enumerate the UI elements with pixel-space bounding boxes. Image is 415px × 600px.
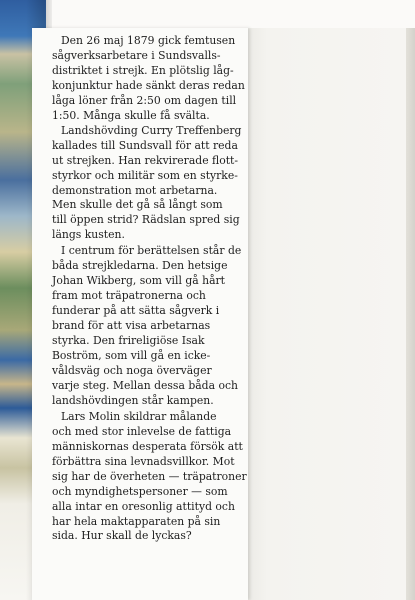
blurb-line: fram mot träpatronerna och (52, 289, 206, 303)
blurb-line: funderar på att sätta sågverk i (52, 304, 220, 318)
blurb-line: sågverksarbetare i Sundsvalls- (52, 48, 221, 62)
blurb-line: demonstration mot arbetarna. (52, 183, 218, 197)
blurb-line: har hela maktapparaten på sin (52, 514, 221, 528)
right-page (248, 28, 408, 600)
blurb-line: våldsväg och noga överväger (52, 363, 212, 377)
blurb-line: 1:50. Många skulle få svälta. (52, 108, 210, 122)
blurb-line: I centrum för berättelsen står de (61, 244, 242, 258)
blurb-line: alla intar en oresonlig attityd och (52, 499, 235, 513)
blurb-line: Den 26 maj 1879 gick femtusen (61, 34, 236, 47)
blurb-line: landshövdingen står kampen. (52, 393, 214, 407)
blurb-line: längs kusten. (52, 228, 125, 242)
page-edges (406, 28, 415, 600)
blurb-text (52, 34, 248, 544)
blurb-line: förbättra sina levnadsvillkor. Mot (52, 454, 235, 468)
blurb-line: Boström, som vill gå en icke- (52, 349, 211, 363)
blurb-line: båda strejkledarna. Den hetsige (52, 259, 228, 273)
blurb-line: ut strejken. Han rekvirerade flott- (52, 153, 239, 167)
blurb-line: varje steg. Mellan dessa båda och (52, 378, 238, 392)
blurb-line: styrkor och militär som en styrke- (52, 168, 238, 182)
blurb-line: och myndighetspersoner — som (52, 484, 228, 498)
blurb-line: Men skulle det gå så långt som (52, 198, 223, 212)
blurb-line: låga löner från 2:50 om dagen till (52, 93, 237, 107)
blurb-line: Johan Wikberg, som vill gå hårt (52, 274, 226, 288)
blurb-line: kallades till Sundsvall för att reda (52, 138, 238, 152)
blurb-line: konjunktur hade sänkt deras redan (52, 78, 245, 92)
blurb-line: till öppen strid? Rädslan spred sig (52, 213, 240, 227)
blurb-line: brand för att visa arbetarnas (52, 319, 211, 333)
blurb-line: styrka. Den frireligiöse Isak (52, 334, 205, 348)
blurb-line: distriktet i strejk. En plötslig låg- (52, 63, 234, 77)
blurb-line: sida. Hur skall de lyckas? (52, 529, 192, 543)
blurb-line: sig har de överheten — träpatroner (52, 469, 247, 483)
blurb-line: och med stor inlevelse de fattiga (52, 424, 232, 438)
blurb-line: Landshövding Curry Treffenberg (61, 123, 242, 137)
blurb-line: människornas desperata försök att (52, 439, 243, 453)
blurb-line: Lars Molin skildrar målande (61, 409, 217, 423)
